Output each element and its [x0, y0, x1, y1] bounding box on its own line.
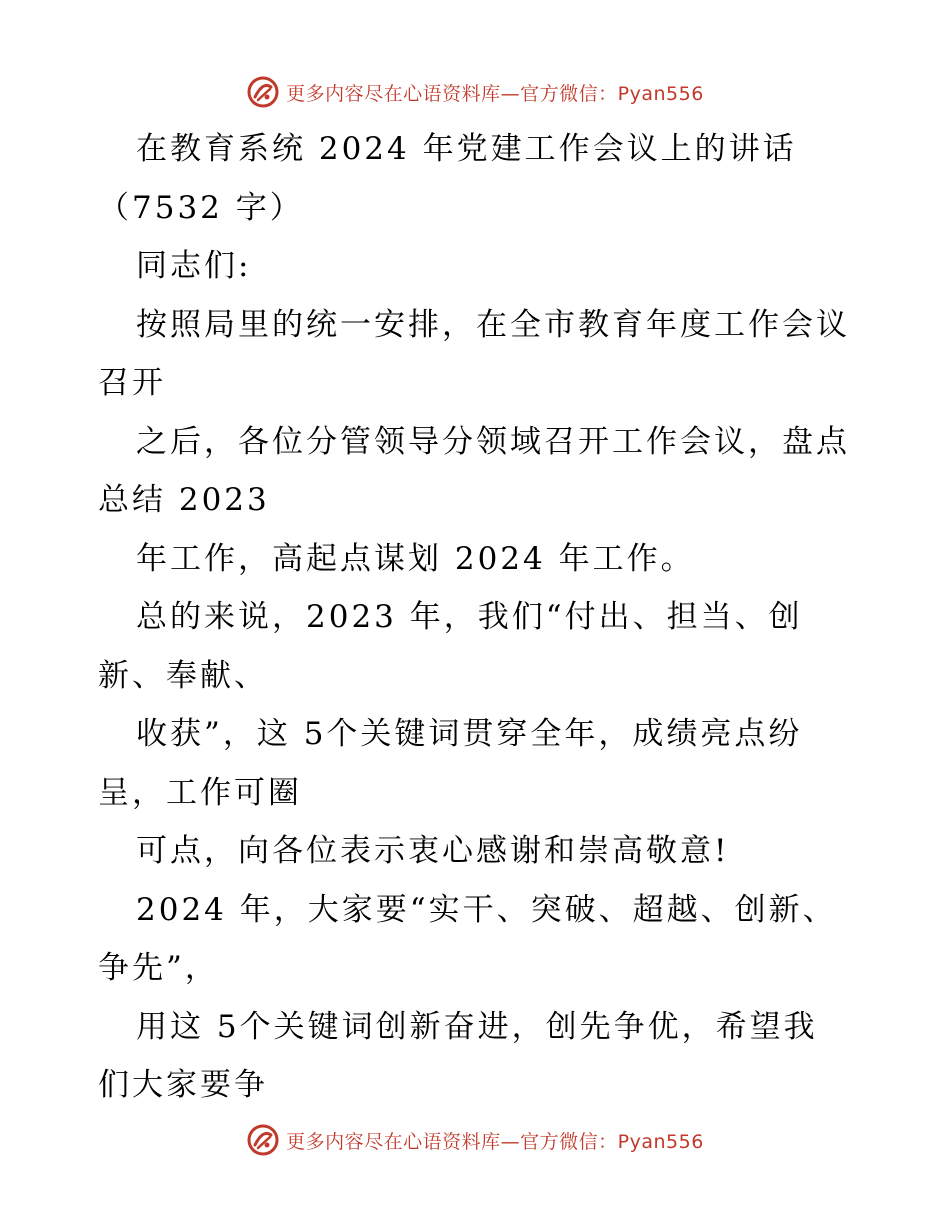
- document-line: 总结 2023: [98, 482, 270, 518]
- document-line: 同志们:: [136, 248, 252, 284]
- watermark-text: 更多内容尽在心语资料库—官方微信：Pyan556: [286, 82, 704, 105]
- document-line: 2024 年，大家要“实干、突破、超越、创新、: [136, 891, 837, 928]
- document-line: 呈，工作可圈: [98, 774, 302, 811]
- document-line: 按照局里的统一安排，在全市教育年度工作会议: [136, 306, 850, 343]
- watermark-text: 更多内容尽在心语资料库—官方微信：Pyan556: [286, 1130, 704, 1153]
- stamp-logo-icon: [246, 1123, 280, 1157]
- footer-watermark: [0, 1120, 950, 1160]
- document-line: 在教育系统 2024 年党建工作会议上的讲话: [136, 131, 797, 167]
- document-line: 用这 5个关键词创新奋进，创先争优，希望我: [136, 1008, 818, 1045]
- document-line: 们大家要争: [98, 1067, 268, 1103]
- document-line: 新、奉献、: [98, 657, 268, 694]
- stamp-logo-icon: [246, 75, 280, 109]
- document-line: 可点，向各位表示衷心感谢和崇高敬意!: [136, 833, 730, 869]
- document-body: [98, 120, 858, 1115]
- document-line: 年工作，高起点谋划 2024 年工作。: [136, 540, 695, 577]
- document-line: （7532 字）: [98, 189, 304, 226]
- document-line: 总的来说，2023 年，我们“付出、担当、创: [136, 599, 803, 635]
- header-watermark: [0, 72, 950, 112]
- document-line: 争先”，: [98, 950, 219, 986]
- document-line: 收获”，这 5个关键词贯穿全年，成绩亮点纷: [136, 716, 803, 752]
- document-line: 召开: [98, 365, 166, 401]
- document-line: 之后，各位分管领导分领域召开工作会议，盘点: [136, 423, 850, 460]
